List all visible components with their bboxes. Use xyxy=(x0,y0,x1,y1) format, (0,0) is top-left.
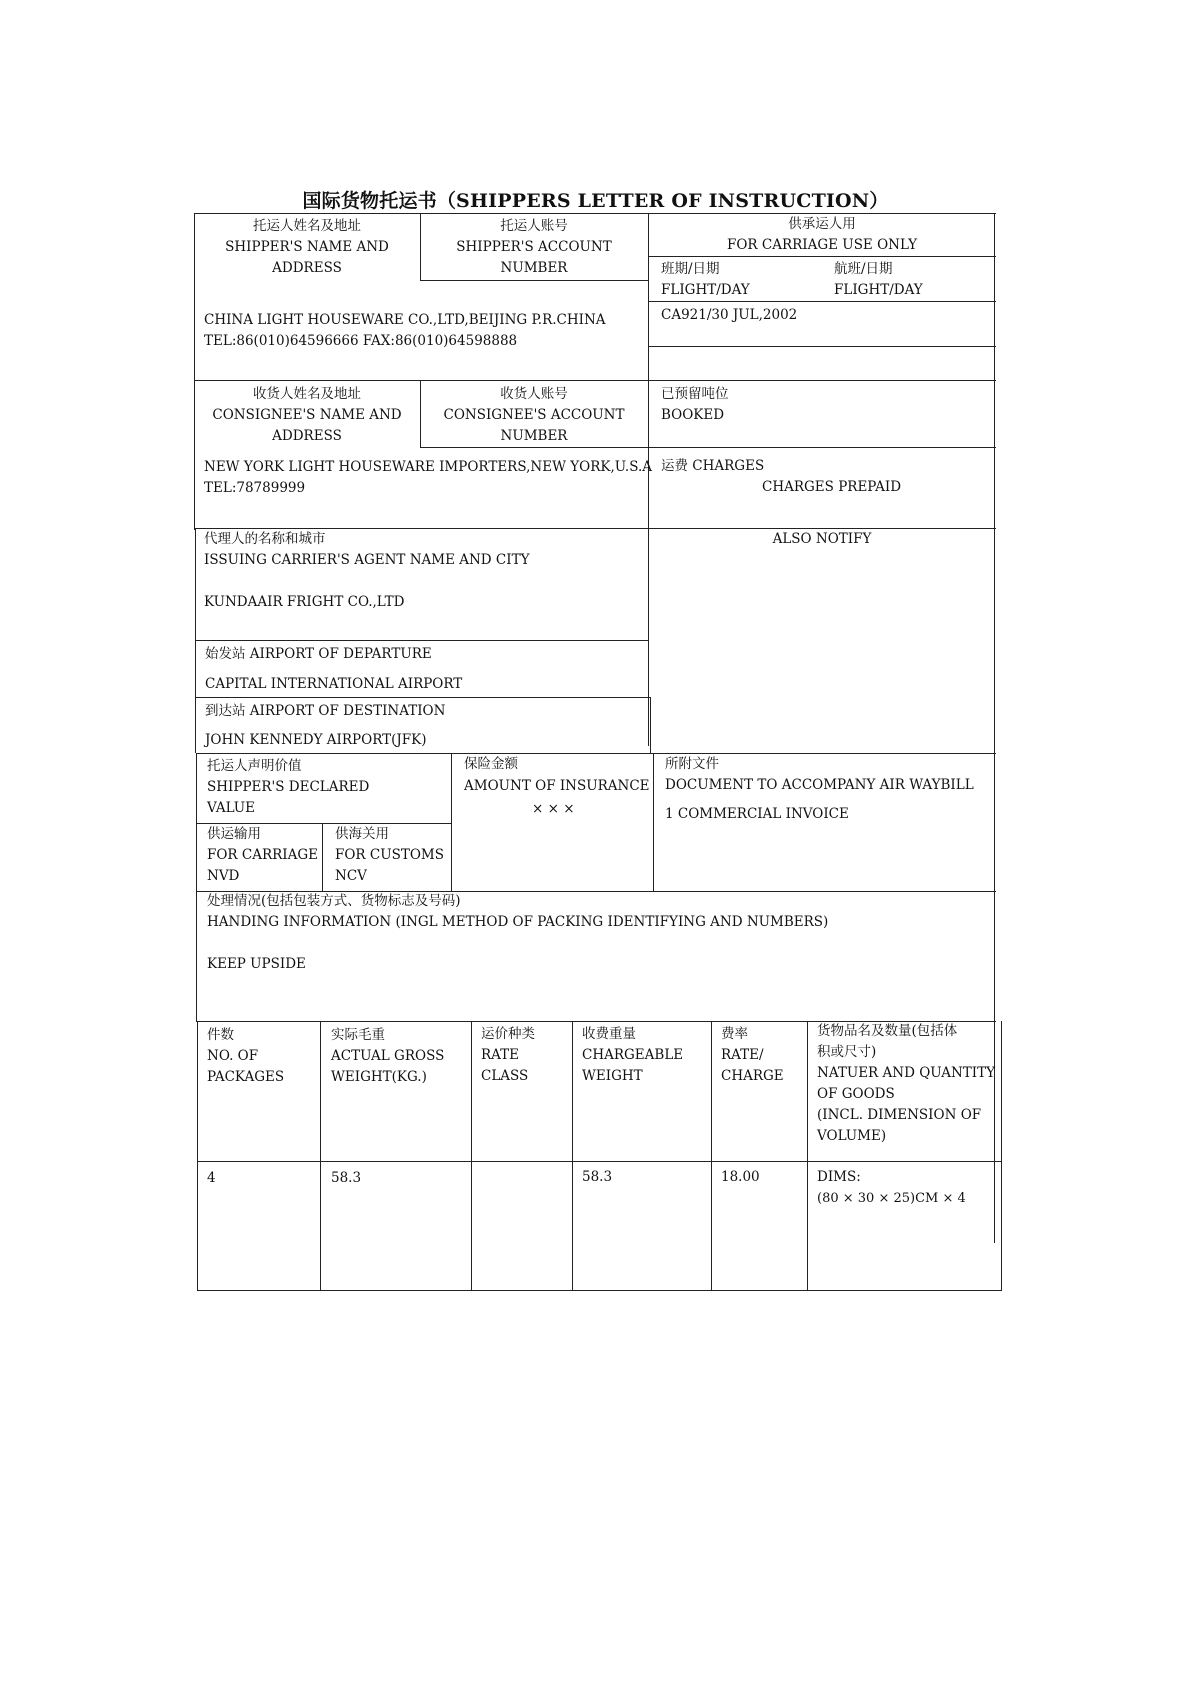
header-rate-class-cn: 运价种类 xyxy=(481,1026,535,1042)
rule xyxy=(196,753,197,891)
shipper-account-label-en: SHIPPER'S ACCOUNT xyxy=(456,239,612,255)
header-rate-class-en-2: CLASS xyxy=(481,1068,529,1084)
rule xyxy=(420,380,421,447)
declared-label-en-2: VALUE xyxy=(207,800,256,816)
flight-value: CA921/30 JUL,2002 xyxy=(661,307,798,323)
agent-name: KUNDAAIR FRIGHT CO.,LTD xyxy=(204,594,405,610)
insurance-value: × × × xyxy=(532,801,575,817)
insurance-label-cn: 保险金额 xyxy=(464,756,518,772)
rule xyxy=(197,1290,1002,1291)
departure-value: CAPITAL INTERNATIONAL AIRPORT xyxy=(205,676,463,692)
charges-value: CHARGES PREPAID xyxy=(762,479,902,495)
rule xyxy=(322,823,323,891)
document-title: 国际货物托运书（SHIPPERS LETTER OF INSTRUCTION） xyxy=(302,190,889,212)
booked-label-cn: 已预留吨位 xyxy=(661,386,729,402)
customs-label-cn: 供海关用 xyxy=(335,826,389,842)
rule xyxy=(420,447,648,448)
rule xyxy=(420,213,421,280)
shipper-account-label-en-2: NUMBER xyxy=(500,260,568,276)
rule xyxy=(648,213,649,746)
header-packages-cn: 件数 xyxy=(207,1027,234,1043)
header-rate-en: RATE/ xyxy=(721,1047,764,1063)
rule xyxy=(994,213,995,1243)
consignee-account-label-en-2: NUMBER xyxy=(500,428,568,444)
header-goods-cn: 货物品名及数量(包括体 xyxy=(817,1023,958,1039)
header-gross-weight-en: ACTUAL GROSS xyxy=(331,1048,445,1064)
rule xyxy=(648,346,996,347)
flight-label-cn-2: 航班/日期 xyxy=(834,261,893,277)
documents-label-cn: 所附文件 xyxy=(665,756,719,772)
carriage-label-en: FOR CARRIAGE xyxy=(207,847,319,863)
carrier-use-label-en: FOR CARRIAGE USE ONLY xyxy=(727,237,917,253)
header-goods-cn-2: 积或尺寸) xyxy=(817,1044,877,1060)
shipper-label-cn: 托运人姓名及地址 xyxy=(253,218,361,234)
row-packages: 4 xyxy=(207,1170,216,1186)
carriage-label-cn: 供运输用 xyxy=(207,826,261,842)
header-packages-en-2: PACKAGES xyxy=(207,1069,285,1085)
rule xyxy=(471,1021,472,1291)
also-notify-label: ALSO NOTIFY xyxy=(772,531,872,547)
header-gross-weight-cn: 实际毛重 xyxy=(331,1027,385,1043)
handling-label-cn: 处理情况(包括包装方式、货物标志及号码) xyxy=(207,893,461,909)
consignee-account-label-cn: 收货人账号 xyxy=(500,386,568,402)
handling-label-en: HANDING INFORMATION (INGL METHOD OF PACKING IDENTIFYING AND NUMBERS) xyxy=(207,914,829,930)
header-rate-cn: 费率 xyxy=(721,1026,748,1042)
declared-label-cn: 托运人声明价值 xyxy=(207,758,302,774)
agent-label-cn: 代理人的名称和城市 xyxy=(204,531,326,547)
consignee-account-label-en: CONSIGNEE'S ACCOUNT xyxy=(443,407,625,423)
consignee-name: NEW YORK LIGHT HOUSEWARE IMPORTERS,NEW YORK,U.S.A xyxy=(204,459,652,475)
header-packages-en: NO. OF xyxy=(207,1048,259,1064)
charges-label: 运费 CHARGES xyxy=(661,458,765,474)
rule xyxy=(197,1021,198,1291)
rule xyxy=(195,640,648,641)
shipper-contact: TEL:86(010)64596666 FAX:86(010)64598888 xyxy=(204,333,518,349)
insurance-label-en: AMOUNT OF INSURANCE xyxy=(464,778,650,794)
rule xyxy=(420,280,648,281)
flight-label-en-2: FLIGHT/DAY xyxy=(834,282,923,298)
rule xyxy=(194,213,195,530)
header-rate-en-2: CHARGE xyxy=(721,1068,784,1084)
rule xyxy=(648,301,996,302)
row-gross-weight: 58.3 xyxy=(331,1170,362,1186)
destination-value: JOHN KENNEDY AIRPORT(JFK) xyxy=(205,732,427,748)
carriage-value: NVD xyxy=(207,868,240,884)
customs-label-en: FOR CUSTOMS xyxy=(335,847,444,863)
consignee-label-en: CONSIGNEE'S NAME AND xyxy=(212,407,402,423)
rule xyxy=(807,1021,808,1291)
rule xyxy=(572,1021,573,1291)
consignee-label-en-2: ADDRESS xyxy=(272,428,342,444)
shipper-name: CHINA LIGHT HOUSEWARE CO.,LTD,BEIJING P.R.CHINA xyxy=(204,312,606,328)
header-rate-class-en: RATE xyxy=(481,1047,520,1063)
header-goods-en-4: VOLUME) xyxy=(817,1128,887,1144)
documents-value: 1 COMMERCIAL INVOICE xyxy=(665,806,849,822)
shipper-label-en: SHIPPER'S NAME AND xyxy=(225,239,389,255)
handling-value: KEEP UPSIDE xyxy=(207,956,306,972)
row-dims-value: (80 × 30 × 25)CM × 4 xyxy=(817,1191,966,1206)
rule xyxy=(650,697,651,753)
rule xyxy=(196,753,996,754)
header-goods-en-3: (INCL. DIMENSION OF xyxy=(817,1107,982,1123)
rule xyxy=(197,1161,1002,1162)
header-chargeable-en-2: WEIGHT xyxy=(582,1068,643,1084)
rule xyxy=(648,256,996,257)
rule xyxy=(653,753,654,891)
flight-label-en: FLIGHT/DAY xyxy=(661,282,750,298)
flight-label-cn: 班期/日期 xyxy=(661,261,720,277)
header-chargeable-cn: 收费重量 xyxy=(582,1026,636,1042)
documents-label-en: DOCUMENT TO ACCOMPANY AIR WAYBILL xyxy=(665,777,974,793)
rule xyxy=(451,753,452,891)
declared-label-en: SHIPPER'S DECLARED xyxy=(207,779,370,795)
rule xyxy=(196,697,650,698)
header-gross-weight-en-2: WEIGHT(KG.) xyxy=(331,1069,427,1085)
rule xyxy=(1001,1021,1002,1291)
rule xyxy=(320,1021,321,1291)
row-chargeable-weight: 58.3 xyxy=(582,1169,613,1185)
row-rate: 18.00 xyxy=(721,1169,760,1185)
destination-label: 到达站 AIRPORT OF DESTINATION xyxy=(205,703,446,719)
rule xyxy=(711,1021,712,1291)
customs-value: NCV xyxy=(335,868,367,884)
row-dims-label: DIMS: xyxy=(817,1169,861,1185)
header-goods-en-2: OF GOODS xyxy=(817,1086,895,1102)
rule xyxy=(194,380,996,381)
shipper-account-label-cn: 托运人账号 xyxy=(500,218,568,234)
carrier-use-label-cn: 供承运人用 xyxy=(788,216,856,232)
consignee-label-cn: 收货人姓名及地址 xyxy=(253,386,361,402)
rule xyxy=(648,447,996,448)
booked-label-en: BOOKED xyxy=(661,407,725,423)
shipper-label-en-2: ADDRESS xyxy=(272,260,342,276)
header-goods-en: NATUER AND QUANTITY xyxy=(817,1065,996,1081)
departure-label: 始发站 AIRPORT OF DEPARTURE xyxy=(205,646,432,662)
agent-label-en: ISSUING CARRIER'S AGENT NAME AND CITY xyxy=(204,552,530,568)
consignee-contact: TEL:78789999 xyxy=(204,480,306,496)
header-chargeable-en: CHARGEABLE xyxy=(582,1047,684,1063)
rule xyxy=(196,891,197,1021)
